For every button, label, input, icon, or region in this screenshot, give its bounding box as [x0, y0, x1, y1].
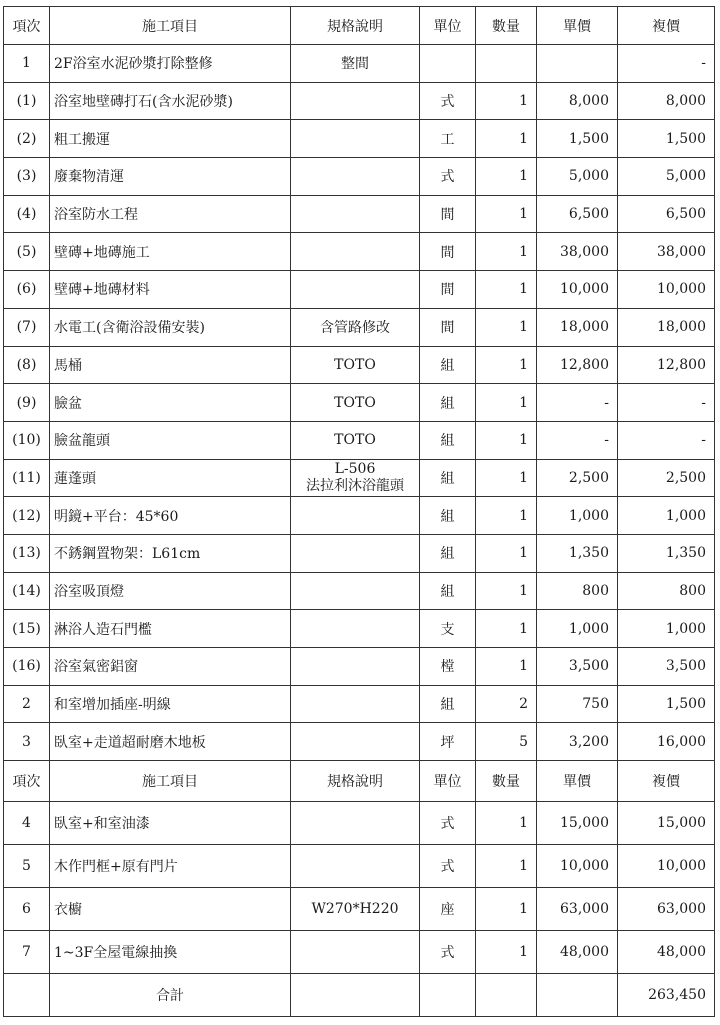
item-unit: 組 — [420, 346, 476, 384]
table-row — [4, 271, 715, 309]
item-qty: 1 — [476, 421, 537, 459]
item-qty: 1 — [476, 931, 537, 974]
item-no: (6) — [4, 271, 50, 309]
table-header — [4, 761, 715, 802]
item-qty: 1 — [476, 845, 537, 888]
item-name: 馬桶 — [50, 346, 291, 384]
item-spec — [291, 120, 420, 158]
summary-spec-cell — [291, 974, 420, 1017]
item-qty: 1 — [476, 158, 537, 196]
item-price: 1,500 — [537, 120, 618, 158]
table-row — [4, 685, 715, 723]
item-price: 1,000 — [537, 610, 618, 648]
item-no: 5 — [4, 845, 50, 888]
header-qty: 數量 — [476, 7, 537, 45]
item-spec — [291, 195, 420, 233]
item-spec — [291, 845, 420, 888]
table-row — [4, 723, 715, 761]
item-price: - — [537, 384, 618, 422]
item-name: 粗工搬運 — [50, 120, 291, 158]
item-unit: 間 — [420, 233, 476, 271]
item-price: 18,000 — [537, 308, 618, 346]
item-name: 壁磚+地磚施工 — [50, 233, 291, 271]
item-spec: 整間 — [291, 45, 420, 83]
summary-total: 263,450 — [618, 974, 715, 1017]
item-price: 3,500 — [537, 648, 618, 686]
item-total: 8,000 — [618, 82, 715, 120]
table-row — [4, 384, 715, 422]
table-row — [4, 572, 715, 610]
item-qty: 1 — [476, 233, 537, 271]
summary-price-cell — [537, 974, 618, 1017]
item-total: 2,500 — [618, 459, 715, 497]
item-unit: 組 — [420, 421, 476, 459]
item-spec: TOTO — [291, 421, 420, 459]
item-unit — [420, 45, 476, 83]
item-no: (13) — [4, 534, 50, 572]
item-unit: 式 — [420, 158, 476, 196]
item-name: 水電工(含衛浴設備安裝) — [50, 308, 291, 346]
item-no: (9) — [4, 384, 50, 422]
item-total: 1,500 — [618, 120, 715, 158]
item-spec — [291, 534, 420, 572]
header-price: 單價 — [537, 761, 618, 802]
item-qty: 2 — [476, 685, 537, 723]
item-no: (2) — [4, 120, 50, 158]
header-qty: 數量 — [476, 761, 537, 802]
table-row — [4, 610, 715, 648]
item-price: - — [537, 421, 618, 459]
summary-row — [4, 974, 715, 1017]
item-no: (8) — [4, 346, 50, 384]
table-row — [4, 534, 715, 572]
quote-table-1 — [3, 6, 715, 761]
item-no: (5) — [4, 233, 50, 271]
header-total: 複價 — [618, 761, 715, 802]
item-price: 8,000 — [537, 82, 618, 120]
item-qty: 1 — [476, 82, 537, 120]
item-price: 2,500 — [537, 459, 618, 497]
item-spec — [291, 233, 420, 271]
item-spec — [291, 802, 420, 845]
item-qty: 1 — [476, 802, 537, 845]
item-price: 1,000 — [537, 497, 618, 535]
header-no: 項次 — [4, 7, 50, 45]
item-no: (14) — [4, 572, 50, 610]
item-name: 壁磚+地磚材料 — [50, 271, 291, 309]
table-row — [4, 497, 715, 535]
item-total: 15,000 — [618, 802, 715, 845]
item-total: 6,500 — [618, 195, 715, 233]
summary-unit-cell — [420, 974, 476, 1017]
item-name: 木作門框+原有門片 — [50, 845, 291, 888]
item-no: (3) — [4, 158, 50, 196]
item-unit: 座 — [420, 888, 476, 931]
item-price: 12,800 — [537, 346, 618, 384]
header-item: 施工項目 — [50, 7, 291, 45]
table-row — [4, 648, 715, 686]
item-no: (12) — [4, 497, 50, 535]
item-no: (11) — [4, 459, 50, 497]
item-total: 12,800 — [618, 346, 715, 384]
table-row — [4, 82, 715, 120]
item-no: (4) — [4, 195, 50, 233]
item-no: (15) — [4, 610, 50, 648]
item-spec — [291, 497, 420, 535]
item-qty: 1 — [476, 271, 537, 309]
item-spec — [291, 685, 420, 723]
item-total: 48,000 — [618, 931, 715, 974]
table-row — [4, 845, 715, 888]
item-no: (1) — [4, 82, 50, 120]
item-price: 38,000 — [537, 233, 618, 271]
item-unit: 式 — [420, 802, 476, 845]
item-price — [537, 45, 618, 83]
item-spec: W270*H220 — [291, 888, 420, 931]
item-qty: 1 — [476, 384, 537, 422]
table-row — [4, 158, 715, 196]
item-spec: 含管路修改 — [291, 308, 420, 346]
item-total: 5,000 — [618, 158, 715, 196]
item-total: 10,000 — [618, 271, 715, 309]
item-total: 16,000 — [618, 723, 715, 761]
summary-no-cell — [4, 974, 50, 1017]
item-no: 2 — [4, 685, 50, 723]
header-item: 施工項目 — [50, 761, 291, 802]
item-spec-line-1: L-506 — [334, 460, 376, 477]
item-name: 浴室防水工程 — [50, 195, 291, 233]
item-total: 1,000 — [618, 497, 715, 535]
item-no: (10) — [4, 421, 50, 459]
item-name: 臥室+走道超耐磨木地板 — [50, 723, 291, 761]
item-name: 和室增加插座-明線 — [50, 685, 291, 723]
item-unit: 組 — [420, 384, 476, 422]
item-name: 1~3F全屋電線抽換 — [50, 931, 291, 974]
item-total: - — [618, 384, 715, 422]
item-unit: 式 — [420, 82, 476, 120]
item-unit: 式 — [420, 845, 476, 888]
item-no: (7) — [4, 308, 50, 346]
item-spec: TOTO — [291, 346, 420, 384]
item-name: 衣櫥 — [50, 888, 291, 931]
item-spec — [291, 82, 420, 120]
item-qty: 1 — [476, 648, 537, 686]
table-row — [4, 888, 715, 931]
header-unit: 單位 — [420, 7, 476, 45]
header-total: 複價 — [618, 7, 715, 45]
item-total: 38,000 — [618, 233, 715, 271]
item-total: 10,000 — [618, 845, 715, 888]
item-name: 浴室地壁磚打石(含水泥砂漿) — [50, 82, 291, 120]
item-price: 63,000 — [537, 888, 618, 931]
item-total: - — [618, 421, 715, 459]
item-spec — [291, 572, 420, 610]
item-name: 臉盆龍頭 — [50, 421, 291, 459]
item-price: 800 — [537, 572, 618, 610]
item-name: 臉盆 — [50, 384, 291, 422]
item-no: 4 — [4, 802, 50, 845]
item-unit: 組 — [420, 572, 476, 610]
item-unit: 間 — [420, 308, 476, 346]
item-price: 1,350 — [537, 534, 618, 572]
header-spec: 規格說明 — [291, 7, 420, 45]
item-no: 6 — [4, 888, 50, 931]
item-unit: 工 — [420, 120, 476, 158]
table-row — [4, 233, 715, 271]
item-no: 7 — [4, 931, 50, 974]
item-qty: 1 — [476, 610, 537, 648]
quote-table-2 — [3, 760, 715, 1017]
item-qty: 1 — [476, 534, 537, 572]
table-row — [4, 308, 715, 346]
item-price: 10,000 — [537, 845, 618, 888]
summary-label: 合計 — [50, 974, 291, 1017]
item-name: 浴室吸頂燈 — [50, 572, 291, 610]
header-spec: 規格說明 — [291, 761, 420, 802]
item-price: 48,000 — [537, 931, 618, 974]
table-row — [4, 195, 715, 233]
table-row — [4, 802, 715, 845]
table-row — [4, 931, 715, 974]
item-total: - — [618, 45, 715, 83]
item-price: 3,200 — [537, 723, 618, 761]
item-qty: 1 — [476, 120, 537, 158]
item-name: 明鏡+平台：45*60 — [50, 497, 291, 535]
item-price: 10,000 — [537, 271, 618, 309]
item-qty — [476, 45, 537, 83]
table-row — [4, 346, 715, 384]
item-spec — [291, 459, 420, 497]
summary-qty-cell — [476, 974, 537, 1017]
header-unit: 單位 — [420, 761, 476, 802]
item-qty: 1 — [476, 888, 537, 931]
item-spec-line-2: 法拉利沐浴龍頭 — [306, 477, 404, 494]
item-qty: 1 — [476, 459, 537, 497]
header-price: 單價 — [537, 7, 618, 45]
item-spec — [291, 723, 420, 761]
item-total: 1,000 — [618, 610, 715, 648]
item-price: 15,000 — [537, 802, 618, 845]
item-unit: 組 — [420, 685, 476, 723]
item-unit: 式 — [420, 931, 476, 974]
item-spec — [291, 158, 420, 196]
item-spec — [291, 648, 420, 686]
item-name: 蓮蓬頭 — [50, 459, 291, 497]
item-spec — [291, 610, 420, 648]
item-qty: 1 — [476, 346, 537, 384]
table-row — [4, 120, 715, 158]
item-name: 2F浴室水泥砂漿打除整修 — [50, 45, 291, 83]
item-unit: 樘 — [420, 648, 476, 686]
item-unit: 組 — [420, 497, 476, 535]
item-qty: 1 — [476, 572, 537, 610]
item-spec — [291, 271, 420, 309]
item-total: 1,350 — [618, 534, 715, 572]
item-name: 不銹鋼置物架：L61cm — [50, 534, 291, 572]
table-row — [4, 421, 715, 459]
item-spec — [291, 931, 420, 974]
item-unit: 組 — [420, 534, 476, 572]
table-header — [4, 7, 715, 45]
table-row — [4, 459, 715, 497]
item-unit: 支 — [420, 610, 476, 648]
item-name: 浴室氣密鋁窗 — [50, 648, 291, 686]
item-no: 3 — [4, 723, 50, 761]
item-name: 廢棄物清運 — [50, 158, 291, 196]
item-total: 18,000 — [618, 308, 715, 346]
item-qty: 5 — [476, 723, 537, 761]
item-qty: 1 — [476, 497, 537, 535]
item-no: (16) — [4, 648, 50, 686]
item-spec: TOTO — [291, 384, 420, 422]
item-total: 3,500 — [618, 648, 715, 686]
item-unit: 間 — [420, 271, 476, 309]
item-price: 5,000 — [537, 158, 618, 196]
item-no: 1 — [4, 45, 50, 83]
item-name: 臥室+和室油漆 — [50, 802, 291, 845]
item-price: 750 — [537, 685, 618, 723]
item-unit: 坪 — [420, 723, 476, 761]
item-unit: 間 — [420, 195, 476, 233]
item-qty: 1 — [476, 195, 537, 233]
item-total: 800 — [618, 572, 715, 610]
item-total: 1,500 — [618, 685, 715, 723]
item-unit: 組 — [420, 459, 476, 497]
header-no: 項次 — [4, 761, 50, 802]
item-total: 63,000 — [618, 888, 715, 931]
item-qty: 1 — [476, 308, 537, 346]
item-name: 淋浴人造石門檻 — [50, 610, 291, 648]
item-price: 6,500 — [537, 195, 618, 233]
table-row — [4, 45, 715, 83]
